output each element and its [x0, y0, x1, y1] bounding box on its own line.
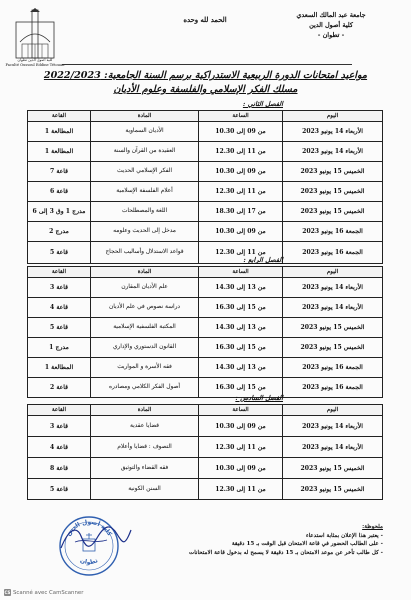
cell-subject: فقه القضاء والتوثيق [91, 458, 199, 479]
cell-subject: السنن الكونية [91, 479, 199, 500]
cell-room: قاعة 2 [28, 378, 91, 398]
table-row [28, 416, 383, 437]
cell-subject: فقه الأسرة و المواريث [91, 358, 199, 378]
column-header-subject: المادة [91, 267, 199, 278]
cell-time: من 11 إلى 12.30 [199, 182, 283, 202]
cell-time: من 15 إلى 16.30 [199, 338, 283, 358]
cell-subject: أصول الفكر الكلامي ومصادره [91, 378, 199, 398]
table-row [28, 242, 383, 264]
schedule-table-semester-6 [27, 404, 383, 500]
logo-caption-fr: Faculté Oussoul Eddine Tétouan [5, 63, 65, 67]
cell-time: من 17 إلى 18.30 [199, 202, 283, 222]
header-divider [62, 64, 352, 65]
cell-time: من 15 إلى 16.30 [199, 298, 283, 318]
cell-day: الأربعاء 14 يونيو 2023 [283, 298, 383, 318]
schedule-table-semester-4 [27, 266, 383, 398]
city-name: - تطوان - [317, 31, 345, 39]
cell-room: قاعة 5 [28, 479, 91, 500]
table-row [28, 122, 383, 142]
scanner-watermark [4, 589, 83, 596]
university-header [271, 10, 391, 40]
table-row [28, 298, 383, 318]
cell-time: من 11 إلى 12.30 [199, 242, 283, 264]
cell-day: الخميس 15 يونيو 2023 [283, 479, 383, 500]
column-header-day: اليوم [283, 267, 383, 278]
cell-day: الجمعة 16 يونيو 2023 [283, 358, 383, 378]
table-row [28, 338, 383, 358]
cell-day: الخميس 15 يونيو 2023 [283, 458, 383, 479]
notes-title: ملحوظة: [362, 524, 383, 530]
column-header-day: اليوم [283, 405, 383, 416]
cell-subject: أعلام الفلسفة الإسلامية [91, 182, 199, 202]
table-header-row [28, 111, 383, 122]
cell-subject: التصوف : قضايا وأعلام [91, 437, 199, 458]
column-header-time: الساعة [199, 405, 283, 416]
document-subtitle: مسلك الفكر الإسلامي والفلسفة وعلوم الأديان [113, 84, 298, 95]
university-name: جامعة عبد المالك السعدي [296, 11, 366, 19]
cell-subject: قضايا عقدية [91, 416, 199, 437]
cell-room: قاعة 7 [28, 162, 91, 182]
table-row [28, 318, 383, 338]
table-row [28, 142, 383, 162]
table-row [28, 182, 383, 202]
column-header-time: الساعة [199, 267, 283, 278]
cell-room: المطالعة 1 [28, 142, 91, 162]
column-header-subject: المادة [91, 111, 199, 122]
cell-room: قاعة 5 [28, 242, 91, 264]
cell-room: مدرج 2 [28, 222, 91, 242]
semester-title: الفصل السادس : [235, 394, 283, 402]
cell-day: الأربعاء 14 يونيو 2023 [283, 142, 383, 162]
notes-block [93, 523, 383, 557]
table-row [28, 437, 383, 458]
cell-subject: علم الأديان المقارن [91, 278, 199, 298]
cell-subject: دراسة نصوص في علم الأديان [91, 298, 199, 318]
cell-room: مدرج 1 [28, 338, 91, 358]
cell-time: من 13 إلى 14.30 [199, 358, 283, 378]
note-line: - كل طالب تأخر عن موعد الامتحان بـ 15 دقيقة لا يسمح له بدخول قاعة الامتحانات [188, 549, 383, 556]
cell-time: من 13 إلى 14.30 [199, 278, 283, 298]
table-row [28, 278, 383, 298]
table-row [28, 479, 383, 500]
basmala: الحمد لله وحده [183, 16, 227, 24]
table-row [28, 378, 383, 398]
table-row [28, 202, 383, 222]
faculty-logo-icon [12, 8, 58, 64]
cell-time: من 09 إلى 10.30 [199, 416, 283, 437]
cell-subject: العقيدة من القرآن والسنة [91, 142, 199, 162]
cell-day: الجمعة 16 يونيو 2023 [283, 242, 383, 264]
cell-subject: اللغة والمصطلحات [91, 202, 199, 222]
cell-room: المطالعة 1 [28, 122, 91, 142]
cell-room: قاعة 3 [28, 278, 91, 298]
column-header-day: اليوم [283, 111, 383, 122]
cell-room: قاعة 5 [28, 318, 91, 338]
scanner-text: Scanné avec CamScanner [13, 589, 84, 596]
semester-title: الفصل الرابع : [243, 256, 283, 264]
column-header-subject: المادة [91, 405, 199, 416]
cell-time: من 11 إلى 12.30 [199, 142, 283, 162]
cell-day: الأربعاء 14 يونيو 2023 [283, 278, 383, 298]
cell-time: من 15 إلى 16.30 [199, 378, 283, 398]
cell-day: الأربعاء 14 يونيو 2023 [283, 122, 383, 142]
cell-time: من 09 إلى 10.30 [199, 162, 283, 182]
cell-day: الجمعة 16 يونيو 2023 [283, 378, 383, 398]
table-row [28, 222, 383, 242]
semester-title: الفصل الثاني : [242, 100, 283, 108]
cell-day: الخميس 15 يونيو 2023 [283, 318, 383, 338]
table-row [28, 162, 383, 182]
cell-room: مدرج 1 وق 3 إلى 6 [28, 202, 91, 222]
table-header-row [28, 405, 383, 416]
column-header-time: الساعة [199, 111, 283, 122]
cell-subject: الفكر الإسلامي الحديث [91, 162, 199, 182]
cell-time: من 09 إلى 10.30 [199, 458, 283, 479]
cell-day: الخميس 15 يونيو 2023 [283, 338, 383, 358]
schedule-table-semester-2 [27, 110, 383, 264]
logo-caption-ar: كلية أصول الدين تطوان [17, 58, 53, 62]
cell-room: قاعة 6 [28, 182, 91, 202]
cell-day: الأربعاء 14 يونيو 2023 [283, 437, 383, 458]
cell-day: الخميس 15 يونيو 2023 [283, 182, 383, 202]
cell-time: من 13 إلى 14.30 [199, 318, 283, 338]
cell-day: الجمعة 16 يونيو 2023 [283, 222, 383, 242]
cell-room: قاعة 8 [28, 458, 91, 479]
cell-room: قاعة 4 [28, 437, 91, 458]
cell-day: الخميس 15 يونيو 2023 [283, 162, 383, 182]
note-line: - يعتبر هذا الإعلان بمثابة استدعاء [305, 532, 383, 539]
cell-subject: الأديان السماوية [91, 122, 199, 142]
cell-subject: المكتبة الفلسفية الإسلامية [91, 318, 199, 338]
cell-room: قاعة 4 [28, 298, 91, 318]
cell-time: من 11 إلى 12.30 [199, 479, 283, 500]
camscanner-icon: CS [4, 590, 11, 595]
cell-room: قاعة 3 [28, 416, 91, 437]
note-line: - على الطالب الحضور في قاعة الامتحان قبل الوقت بـ 15 دقيقة [231, 541, 383, 547]
faculty-name: كلية أصول الدين [309, 21, 353, 29]
cell-time: من 09 إلى 10.30 [199, 122, 283, 142]
table-row [28, 358, 383, 378]
cell-day: الخميس 15 يونيو 2023 [283, 202, 383, 222]
svg-text:تطوان: تطوان [79, 557, 100, 567]
cell-subject: القانون الدستوري والإداري [91, 338, 199, 358]
svg-text:كلية أصول الدين: كلية أصول الدين [64, 518, 114, 538]
logo-caption [4, 58, 66, 68]
cell-subject: قواعد الاستدلال وأساليب الحجاج [91, 242, 199, 264]
column-header-room: القاعة [28, 111, 91, 122]
cell-time: من 11 إلى 12.30 [199, 437, 283, 458]
column-header-room: القاعة [28, 267, 91, 278]
cell-subject: مدخل إلى الحديث وعلومه [91, 222, 199, 242]
signature-icon [55, 518, 135, 558]
cell-time: من 09 إلى 10.30 [199, 222, 283, 242]
document-title: مواعيد امتحانات الدورة الربيعية الاستدراكية برسم السنة الجامعية: 2022/2023 [43, 70, 368, 81]
table-header-row [28, 267, 383, 278]
cell-day: الأربعاء 14 يونيو 2023 [283, 416, 383, 437]
column-header-room: القاعة [28, 405, 91, 416]
cell-room: المطالعة 1 [28, 358, 91, 378]
table-row [28, 458, 383, 479]
